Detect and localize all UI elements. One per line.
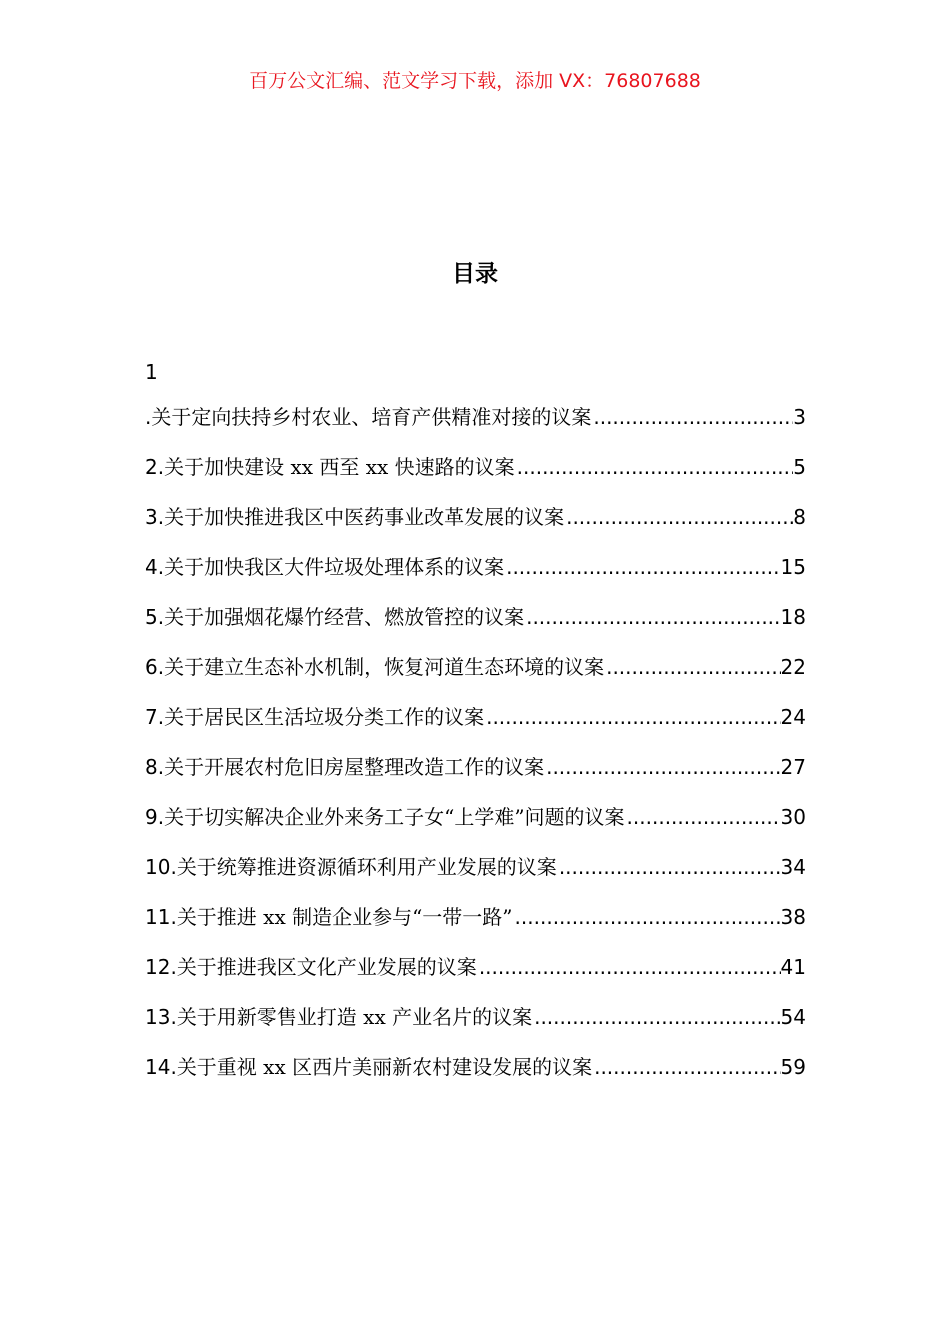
toc-entry[interactable] <box>145 842 806 892</box>
toc-entry-text: 关于定向扶持乡村农业、培育产供精准对接的议案 <box>151 405 592 429</box>
toc-entry-page: 30 <box>780 805 806 829</box>
toc-entry[interactable] <box>145 742 806 792</box>
toc-dot-leader <box>515 442 794 492</box>
toc-entry-number: 5. <box>145 605 165 629</box>
toc-dot-leader <box>504 542 780 592</box>
toc-entry-number: 12. <box>145 955 177 979</box>
toc-entry-title <box>145 392 591 442</box>
toc-entry-page: 8 <box>793 505 806 529</box>
toc-entry-title <box>145 742 544 792</box>
toc-dot-leader <box>591 392 793 442</box>
toc-entry-number: 11. <box>145 905 177 929</box>
toc-entry-text: 关于统筹推进资源循环利用产业发展的议案 <box>176 855 557 879</box>
toc-entry-number: 6. <box>145 655 165 679</box>
toc-entry-text: 关于加快我区大件垃圾处理体系的议案 <box>164 555 505 579</box>
toc-entry-text: 关于用新零售业打造 xx 产业名片的议案 <box>176 1005 533 1029</box>
toc-dot-leader <box>592 1042 780 1092</box>
toc-entry-page: 54 <box>780 1005 806 1029</box>
toc-entry[interactable] <box>145 542 806 592</box>
toc-lead-number: 1 <box>145 360 158 384</box>
toc-dot-leader <box>532 992 780 1042</box>
toc-entry-text: 关于推进 xx 制造企业参与“一带一路” <box>176 905 513 929</box>
toc-entry[interactable] <box>145 392 806 442</box>
toc-entry-text: 关于加强烟花爆竹经营、燃放管控的议案 <box>164 605 525 629</box>
page-title: 目录 <box>452 261 498 287</box>
toc-entry-number: 3. <box>145 505 165 529</box>
toc-entry[interactable] <box>145 942 806 992</box>
toc-entry-page: 38 <box>780 905 806 929</box>
toc-entry-text: 关于开展农村危旧房屋整理改造工作的议案 <box>164 755 545 779</box>
toc-dot-leader <box>484 692 780 742</box>
toc-entry-text: 关于居民区生活垃圾分类工作的议案 <box>164 705 485 729</box>
table-of-contents <box>145 352 806 1092</box>
toc-dot-leader <box>604 642 780 692</box>
toc-entry-page: 22 <box>780 655 806 679</box>
toc-entry-number: 14. <box>145 1055 177 1079</box>
toc-entry-number: 7. <box>145 705 165 729</box>
toc-entry-number: 4. <box>145 555 165 579</box>
toc-entry-text: 关于建立生态补水机制，恢复河道生态环境的议案 <box>164 655 605 679</box>
toc-entry-title <box>145 542 504 592</box>
toc-entry-page: 41 <box>780 955 806 979</box>
toc-entry-text: 关于切实解决企业外来务工子女“上学难”问题的议案 <box>164 805 625 829</box>
toc-entry-text: 关于推进我区文化产业发展的议案 <box>176 955 477 979</box>
toc-entry-page: 27 <box>780 755 806 779</box>
toc-entry[interactable] <box>145 792 806 842</box>
toc-entry[interactable] <box>145 1042 806 1092</box>
toc-entry-number: 10. <box>145 855 177 879</box>
toc-dot-leader <box>557 842 781 892</box>
toc-entry-title <box>145 992 532 1042</box>
toc-entry-page: 5 <box>793 455 806 479</box>
toc-dot-leader <box>513 892 781 942</box>
toc-entry-text: 关于加快建设 xx 西至 xx 快速路的议案 <box>164 455 515 479</box>
toc-entry-page: 15 <box>780 555 806 579</box>
watermark-header: 百万公文汇编、范文学习下载，添加 VX：76807688 <box>249 70 701 92</box>
toc-entry-number: . <box>145 405 152 429</box>
toc-entry-title <box>145 692 484 742</box>
toc-entry-title <box>145 842 557 892</box>
toc-dot-leader <box>564 492 793 542</box>
toc-dot-leader <box>524 592 780 642</box>
toc-dot-leader <box>477 942 781 992</box>
toc-entry-number: 2. <box>145 455 165 479</box>
toc-dot-leader <box>544 742 780 792</box>
toc-entry-page: 24 <box>780 705 806 729</box>
toc-entry-title <box>145 1042 592 1092</box>
toc-entry-number: 9. <box>145 805 165 829</box>
toc-entry-text: 关于加快推进我区中医药事业改革发展的议案 <box>164 505 565 529</box>
toc-entry[interactable] <box>145 492 806 542</box>
toc-entry[interactable] <box>145 692 806 742</box>
toc-entry-title <box>145 942 477 992</box>
toc-entry-page: 18 <box>780 605 806 629</box>
toc-entry-title <box>145 642 604 692</box>
toc-entry-title <box>145 592 524 642</box>
toc-entry-title <box>145 792 625 842</box>
toc-entry[interactable] <box>145 892 806 942</box>
toc-dot-leader <box>625 792 781 842</box>
toc-entry-page: 3 <box>793 405 806 429</box>
toc-entry-title <box>145 442 515 492</box>
toc-entry-title <box>145 492 564 542</box>
toc-entry[interactable] <box>145 642 806 692</box>
toc-entry-title <box>145 892 513 942</box>
toc-entry-page: 59 <box>780 1055 806 1079</box>
toc-entry[interactable] <box>145 992 806 1042</box>
toc-entry-text: 关于重视 xx 区西片美丽新农村建设发展的议案 <box>176 1055 593 1079</box>
toc-entry[interactable] <box>145 442 806 492</box>
toc-entry[interactable] <box>145 592 806 642</box>
toc-entry-page: 34 <box>780 855 806 879</box>
toc-entry-number: 13. <box>145 1005 177 1029</box>
toc-entry-number: 8. <box>145 755 165 779</box>
toc-list <box>145 392 806 1092</box>
